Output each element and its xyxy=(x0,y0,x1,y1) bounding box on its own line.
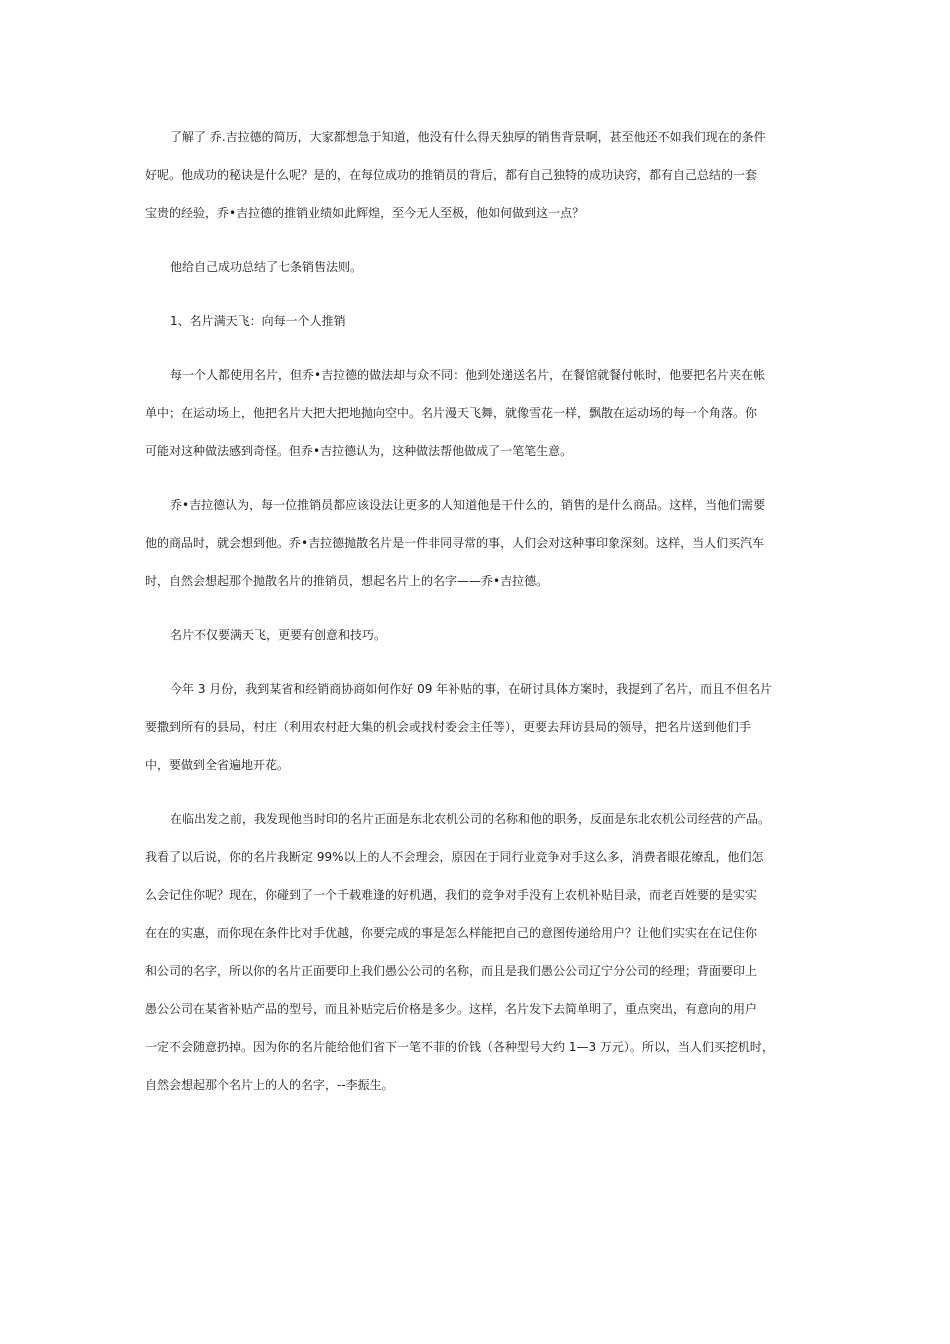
paragraph-line: 每一个人都使用名片，但乔•吉拉德的做法却与众不同：他到处递送名片，在餐馆就餐付帐时，他要把名片夹在帐 xyxy=(170,368,766,382)
section-heading: 1、名片满天飞：向每一个人推销 xyxy=(170,314,346,328)
paragraph-line: 单中；在运动场上，他把名片大把大把地抛向空中。名片漫天飞舞，就像雪花一样，飘散在运动场的每一个角落。你 xyxy=(145,406,758,420)
paragraph-line: 在临出发之前，我发现他当时印的名片正面是东北农机公司的名称和他的职务，反面是东北农机公司经营的产品。 xyxy=(170,812,771,826)
paragraph-line: 和公司的名字，所以你的名片正面要印上我们愚公公司的名称，而且是我们愚公公司辽宁分公司的经理；背面要印上 xyxy=(145,964,758,978)
paragraph-line: 自然会想起那个名片上的人的名字，--李振生。 xyxy=(145,1078,394,1092)
paragraph-line: 他给自己成功总结了七条销售法则。 xyxy=(170,260,363,274)
paragraph-line: 乔•吉拉德认为，每一位推销员都应该设法让更多的人知道他是干什么的，销售的是什么商品。这样，当他们需要 xyxy=(170,498,766,512)
paragraph-line: 了解了 乔.吉拉德的简历，大家都想急于知道，他没有什么得天独厚的销售背景啊，甚至他还不如我们现在的条件 xyxy=(170,130,766,144)
paragraph-line: 愚公公司在某省补贴产品的型号，而且补贴完后价格是多少。这样，名片发下去简单明了，重点突出，有意向的用户 xyxy=(145,1002,758,1016)
paragraph-line: 好呢。他成功的秘诀是什么呢？是的，在每位成功的推销员的背后，都有自己独特的成功诀窍，都有自己总结的一套 xyxy=(145,168,758,182)
paragraph-line: 么会记住你呢？现在，你碰到了一个千载难逢的好机遇，我们的竞争对手没有上农机补贴目录，而老百姓要的是实实 xyxy=(145,888,758,902)
paragraph-line: 中，要做到全省遍地开花。 xyxy=(145,758,290,772)
paragraph-line: 在在的实惠，而你现在条件比对手优越，你要完成的事是怎么样能把自己的意图传递给用户？让他们实实在在记住你 xyxy=(145,926,758,940)
paragraph-line: 我看了以后说，你的名片我断定 99%以上的人不会理会，原因在于同行业竞争对手这么多，消费者眼花缭乱，他们怎 xyxy=(145,850,764,864)
paragraph-line: 时，自然会想起那个抛散名片的推销员，想起名片上的名字——乔•吉拉德。 xyxy=(145,574,549,588)
paragraph-line: 可能对这种做法感到奇怪。但乔•吉拉德认为，这种做法帮他做成了一笔笔生意。 xyxy=(145,444,573,458)
paragraph-line: 宝贵的经验，乔•吉拉德的推销业绩如此辉煌，至今无人至极，他如何做到这一点？ xyxy=(145,206,585,220)
paragraph-line: 要撒到所有的县局，村庄（利用农村赶大集的机会或找村委会主任等），更要去拜访县局的领导，把名片送到他们手 xyxy=(145,720,752,734)
paragraph-line: 今年 3 月份，我到某省和经销商协商如何作好 09 年补贴的事，在研讨具体方案时，我提到了名片，而且不但名片 xyxy=(170,682,773,696)
paragraph-line: 他的商品时，就会想到他。乔•吉拉德抛散名片是一件非同寻常的事，人们会对这种事印象深刻。这样，当人们买汽车 xyxy=(145,536,765,550)
paragraph-line: 名片不仅要满天飞，更要有创意和技巧。 xyxy=(170,628,387,642)
paragraph-line: 一定不会随意扔掉。因为你的名片能给他们省下一笔不菲的价钱（各种型号大约 1—3 万元）。所以，当人们买挖机时， xyxy=(145,1040,774,1054)
